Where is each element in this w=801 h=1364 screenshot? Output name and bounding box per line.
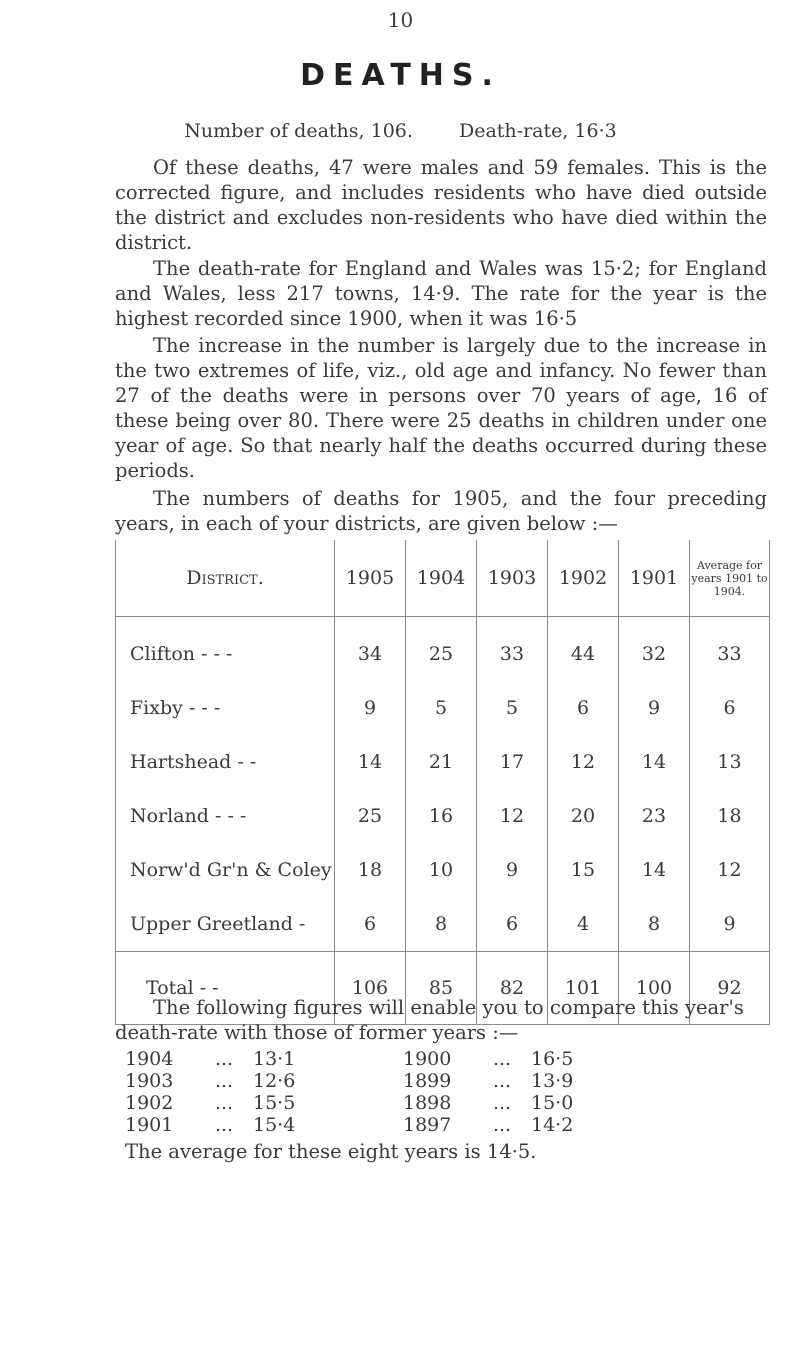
paragraph-national-rate — [115, 256, 767, 331]
leader-dots: ... — [492, 1048, 512, 1070]
table-cell: 14 — [619, 735, 690, 789]
table-cell: 5 — [406, 681, 477, 735]
table-cell: 4 — [548, 897, 619, 952]
leader-dots: ... — [214, 1092, 234, 1114]
total-cell: 82 — [477, 952, 548, 1025]
paragraph-text: The death-rate for England and Wales was 15·2; for England and Wales, less 217 towns, 14·9. The rate for the year is the highest recorded since 1900, when it was 16·5 — [115, 257, 767, 330]
table-cell: 44 — [548, 627, 619, 681]
rate-year: 1903 — [125, 1070, 174, 1092]
table-cell: 9 — [477, 843, 548, 897]
table-cell: 6 — [335, 897, 406, 952]
leader-dots: ... — [214, 1114, 234, 1136]
table-cell: 13 — [690, 735, 770, 789]
section-heading: DEATHS. — [300, 58, 501, 93]
table-cell: 20 — [548, 789, 619, 843]
district-name: Hartshead - - — [116, 735, 335, 789]
table-cell: 33 — [690, 627, 770, 681]
district-name: Norw'd Gr'n & Coley — [116, 843, 335, 897]
table-cell: 18 — [690, 789, 770, 843]
table-header-row — [116, 540, 770, 617]
rate-value: 13·1 — [253, 1048, 296, 1070]
table-cell: 33 — [477, 627, 548, 681]
rate-year: 1900 — [403, 1048, 452, 1070]
rate-year: 1897 — [403, 1114, 452, 1136]
table-row — [116, 681, 770, 735]
header-year: 1904 — [406, 540, 477, 617]
table-row — [116, 627, 770, 681]
table-cell: 14 — [335, 735, 406, 789]
table-row — [116, 735, 770, 789]
paragraph-table-intro — [115, 486, 767, 536]
total-cell: 92 — [690, 952, 770, 1025]
table-row — [116, 789, 770, 843]
total-cell: 101 — [548, 952, 619, 1025]
leader-dots: ... — [492, 1092, 512, 1114]
average-rate-line: The average for these eight years is 14·5. — [125, 1140, 537, 1163]
rate-year: 1904 — [125, 1048, 174, 1070]
table-cell: 12 — [477, 789, 548, 843]
rate-value: 12·6 — [253, 1070, 296, 1092]
table-cell: 12 — [690, 843, 770, 897]
table-cell: 9 — [619, 681, 690, 735]
header-year: 1903 — [477, 540, 548, 617]
district-name: Fixby - - - — [116, 681, 335, 735]
table-cell: 10 — [406, 843, 477, 897]
rate-year: 1898 — [403, 1092, 452, 1114]
total-cell: 106 — [335, 952, 406, 1025]
table-cell: 6 — [690, 681, 770, 735]
table-cell: 5 — [477, 681, 548, 735]
paragraph-text: The increase in the number is largely due to the increase in the two extremes of life, viz., old age and infancy. No fewer than 27 of the deaths were in persons over 70 years of age, 16 of these being over 80. There were 25 deaths in children under one year of age. So that nearly half the deaths occurred during these periods. — [115, 334, 767, 482]
summary-line — [0, 120, 801, 142]
table-row — [116, 843, 770, 897]
total-label: Total - - — [116, 952, 335, 1025]
header-year: 1901 — [619, 540, 690, 617]
table-cell: 18 — [335, 843, 406, 897]
list-item — [125, 1114, 591, 1136]
district-name: Upper Greetland - — [116, 897, 335, 952]
table-cell: 6 — [477, 897, 548, 952]
table-cell: 8 — [406, 897, 477, 952]
table-cell: 12 — [548, 735, 619, 789]
list-item — [125, 1070, 591, 1092]
total-cell: 85 — [406, 952, 477, 1025]
rate-year: 1902 — [125, 1092, 174, 1114]
leader-dots: ... — [492, 1114, 512, 1136]
paragraph-text: Of these deaths, 47 were males and 59 females. This is the corrected figure, and includes residents who have died outside the district and excludes non-residents who have died within the district. — [115, 156, 767, 254]
list-item — [125, 1092, 591, 1114]
table-row — [116, 897, 770, 952]
table-cell: 25 — [335, 789, 406, 843]
header-year: 1905 — [335, 540, 406, 617]
paragraph-text: The numbers of deaths for 1905, and the four preceding years, in each of your districts, are given below :— — [115, 487, 767, 535]
rate-year: 1899 — [403, 1070, 452, 1092]
table-cell: 34 — [335, 627, 406, 681]
number-of-deaths: Number of deaths, 106. — [184, 120, 413, 142]
rate-year: 1901 — [125, 1114, 174, 1136]
rate-value: 15·4 — [253, 1114, 296, 1136]
leader-dots: ... — [214, 1070, 234, 1092]
district-name: Norland - - - — [116, 789, 335, 843]
page-number: 10 — [387, 8, 414, 32]
rate-value: 15·0 — [531, 1092, 574, 1114]
header-year: 1902 — [548, 540, 619, 617]
total-cell: 100 — [619, 952, 690, 1025]
historical-rates-list — [125, 1048, 591, 1136]
table-cell: 16 — [406, 789, 477, 843]
leader-dots: ... — [492, 1070, 512, 1092]
stats-table — [115, 540, 770, 1025]
table-cell: 15 — [548, 843, 619, 897]
paragraph-deaths-breakdown — [115, 155, 767, 255]
header-average: Average for years 1901 to 1904. — [690, 540, 770, 617]
table-cell: 6 — [548, 681, 619, 735]
paragraph-comparison-intro — [115, 995, 775, 1045]
table-cell: 32 — [619, 627, 690, 681]
rate-value: 13·9 — [531, 1070, 574, 1092]
header-district: District. — [116, 540, 335, 617]
list-item — [125, 1048, 591, 1070]
table-cell: 25 — [406, 627, 477, 681]
district-name: Clifton - - - — [116, 627, 335, 681]
rate-value: 15·5 — [253, 1092, 296, 1114]
table-cell: 9 — [690, 897, 770, 952]
table-cell: 21 — [406, 735, 477, 789]
table-cell: 17 — [477, 735, 548, 789]
table-cell: 8 — [619, 897, 690, 952]
paragraph-text: The following figures will enable you to compare this year's death-rate with those of former years :— — [115, 996, 744, 1044]
rate-value: 14·2 — [531, 1114, 574, 1136]
table-cell: 9 — [335, 681, 406, 735]
death-rate: Death-rate, 16·3 — [458, 120, 617, 142]
table-cell: 14 — [619, 843, 690, 897]
rate-value: 16·5 — [531, 1048, 574, 1070]
table-cell: 23 — [619, 789, 690, 843]
deaths-by-district-table — [115, 540, 770, 999]
paragraph-increase — [115, 333, 767, 483]
leader-dots: ... — [214, 1048, 234, 1070]
